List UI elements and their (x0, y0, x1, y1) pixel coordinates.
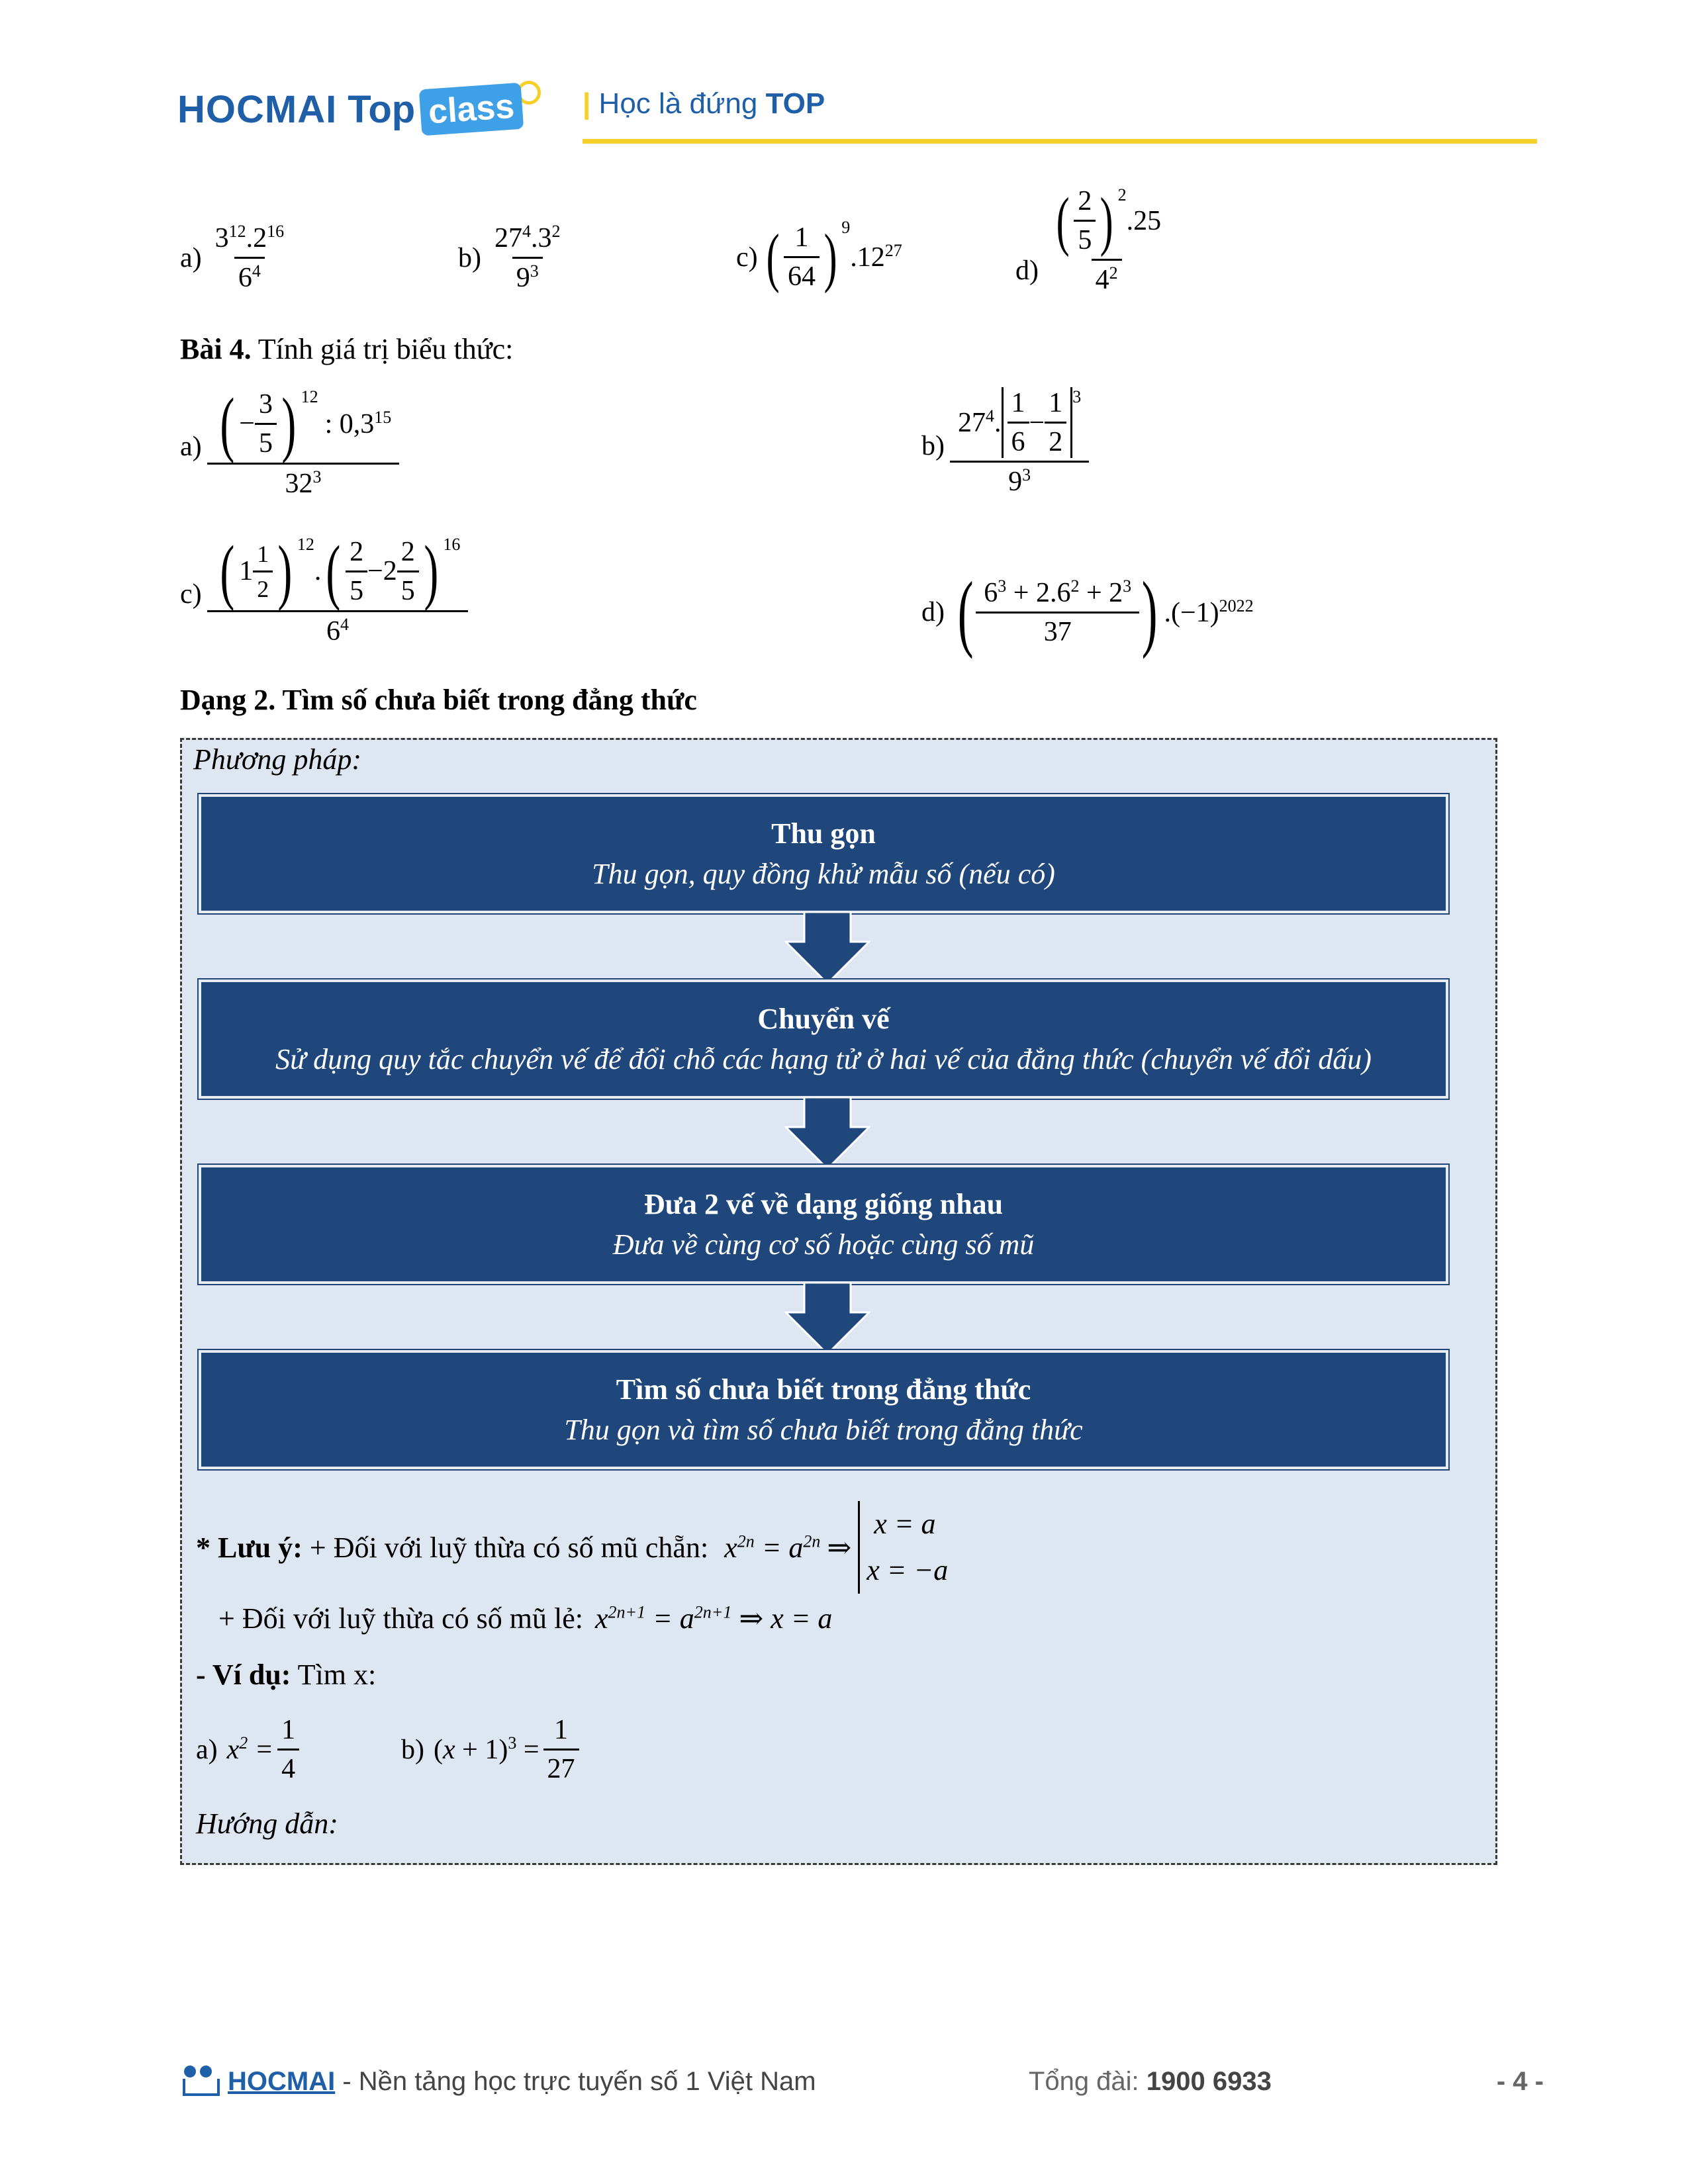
note-odd (218, 1602, 832, 1635)
note-even-formula: $x^{2n} = a^{2n}$ (724, 1531, 821, 1564)
flow-step-3-subtitle: Đưa về cùng cơ số hoặc cùng số mũ (612, 1228, 1035, 1261)
bai4-a-fraction: ( − $\frac{3}{5}$ ) $^{12}$ : $0,3^{15}$ $32^3$ (211, 387, 396, 500)
bai4-d-label: d) (921, 597, 945, 627)
note-star-label: * Lưu ý: (196, 1531, 303, 1564)
example-a: a) $x^2$ = $\frac{1}{4}$ (196, 1714, 299, 1785)
bai4-bold: Bài 4. (180, 333, 252, 365)
flow-step-2 (199, 979, 1448, 1099)
label-c: c) (736, 242, 758, 273)
note-even-text: + Đối với luỹ thừa có số mũ chẵn: (302, 1531, 709, 1564)
bai4-c (180, 531, 464, 647)
bai4-b (921, 387, 1085, 498)
fraction-a: $\frac{3^{12}.2^{16}}{6^4}$ (214, 222, 285, 293)
exercise-row1-a (180, 222, 288, 294)
footer-hotline: Tổng đài: 1900 6933 (1028, 2066, 1272, 2096)
flow-step-3-title: Đưa 2 vế về dạng giống nhau (643, 1188, 1004, 1220)
exercise-row1-b (458, 222, 565, 294)
brand-logo (177, 79, 541, 139)
tagline-emph: TOP (765, 87, 825, 120)
header-rule (583, 139, 1537, 144)
note-odd-formula: $x^{2n+1} = a^{2n+1}$ ⇒ x = a (595, 1602, 833, 1635)
bai4-title (180, 332, 513, 366)
bai4-b-fraction: $27^4$. $\frac{1}{6}$ − $\frac{1}{2}$ $^3$ $9^3$ (954, 387, 1085, 498)
label-b: b) (458, 242, 481, 273)
example-label: - Ví dụ: (196, 1659, 291, 1691)
exercise-row1-c (736, 218, 902, 294)
flow-step-4 (199, 1350, 1448, 1469)
brand-class-badge: class (419, 83, 524, 136)
paren-close: ) (823, 220, 837, 294)
footer (180, 2062, 1544, 2101)
method-label: Phương pháp: (193, 743, 362, 776)
bai4-text: Tính giá trị biểu thức: (251, 333, 514, 365)
footer-page-number: - 4 - (1496, 2066, 1544, 2096)
exp-c: 9 (841, 218, 851, 237)
section-title: Dạng 2. Tìm số chưa biết trong đẳng thức (180, 684, 697, 716)
flow-step-3 (199, 1165, 1448, 1284)
down-arrow-icon (784, 1097, 870, 1170)
footer-brand[interactable]: HOCMAI (228, 2066, 336, 2096)
bai4-a (180, 383, 395, 500)
down-arrow-icon (784, 912, 870, 985)
flow-step-2-subtitle: Sử dụng quy tắc chuyển vế để đổi chỗ các hạng tử ở hai vế của đẳng thức (chuyển vế đổi dấu) (275, 1043, 1372, 1075)
fraction-b: $\frac{27^4.3^2}{9^3}$ (494, 222, 561, 293)
guide-label: Hướng dẫn: (196, 1807, 338, 1840)
label-d: d) (1015, 255, 1039, 286)
footer-logo-icon (180, 2063, 220, 2100)
flow-step-4-title: Tìm số chưa biết trong đẳng thức (616, 1373, 1031, 1406)
paren-open: ( (766, 220, 780, 294)
fraction-c: $\frac{1}{64}$ (784, 222, 820, 293)
note-even-cases: x = a x = −a (858, 1501, 948, 1594)
flow-step-2-title: Chuyển vế (757, 1003, 890, 1035)
flow-step-1-title: Thu gọn (771, 817, 876, 850)
brand-top: Top (348, 87, 416, 131)
example-b: b) $(x + 1)^3$ = $\frac{1}{27}$ (401, 1714, 579, 1785)
flow-step-1-subtitle: Thu gọn, quy đồng khử mẫu số (nếu có) (592, 858, 1055, 890)
tagline-bar: | (583, 87, 591, 120)
footer-slogan: - Nền tảng học trực tuyến số 1 Việt Nam (335, 2066, 816, 2096)
bai4-a-label: a) (180, 432, 202, 462)
down-arrow-icon (784, 1283, 870, 1355)
tail-c: $.12^{27}$ (850, 241, 902, 273)
label-a: a) (180, 242, 202, 273)
brand-hocmai: HOCMAI (177, 87, 338, 131)
flow-step-4-subtitle: Thu gọn và tìm số chưa biết trong đẳng thức (564, 1414, 1083, 1446)
fraction-d: ( $\frac{2}{5}$ ) $^2$ .25 $4^2$ (1056, 183, 1162, 295)
bai4-d: d) ( $\frac{6^3 + 2.6^2 + 2^3}{37}$ ) $.(-1)^{2022}$ (921, 565, 1254, 660)
example-text: Tìm x: (291, 1659, 377, 1691)
bai4-b-label: b) (921, 430, 945, 461)
example-line (196, 1658, 376, 1692)
header-tagline (583, 87, 825, 120)
note-even: * Lưu ý: + Đối với luỹ thừa có số mũ chẵn: $x^{2n} = a^{2n}$ ⇒ x = a x = −a (196, 1501, 948, 1594)
tagline-text: Học là đứng (598, 87, 766, 120)
ex-b-label: b) (401, 1734, 424, 1765)
bai4-c-label: c) (180, 579, 202, 610)
exercise-row1-d (1015, 185, 1165, 296)
note-odd-text: + Đối với luỹ thừa có số mũ lẻ: (218, 1602, 583, 1635)
ex-a-label: a) (196, 1734, 218, 1765)
bai4-d-fraction: $\frac{6^3 + 2.6^2 + 2^3}{37}$ (980, 576, 1135, 648)
bai4-c-fraction: ( 1 $\frac{1}{2}$ ) $^{12}$ . ( $\frac{2}{5}$ −2 $\frac{2}{5}$ ) $^{16}$ $6^4$ (211, 535, 465, 647)
flow-step-1 (199, 794, 1448, 913)
